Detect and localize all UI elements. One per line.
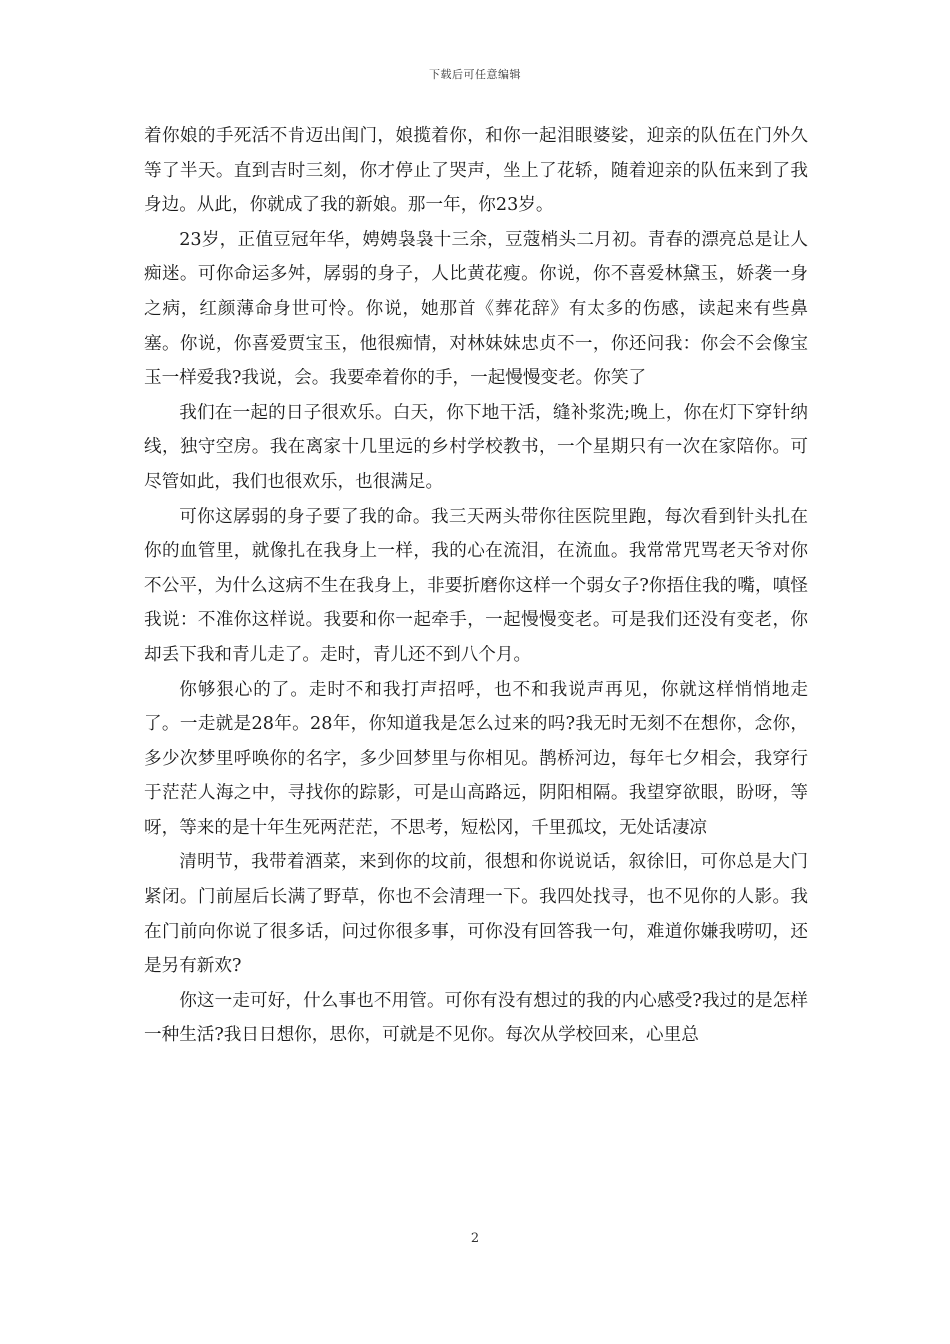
- paragraph: 我们在一起的日子很欢乐。白天，你下地干活，缝补浆洗;晚上，你在灯下穿针纳线，独守空房。我在离家十几里远的乡村学校教书，一个星期只有一次在家陪你。可尽管如此，我们也很欢乐，也很满足。: [144, 402, 808, 492]
- paragraph: 你这一走可好，什么事也不用管。可你有没有想过的我的内心感受?我过的是怎样一种生活?我日日想你，思你，可就是不见你。每次从学校回来，心里总: [144, 990, 808, 1046]
- page-number: 2: [470, 1231, 480, 1246]
- page-header: 下载后可任意编辑: [429, 68, 521, 81]
- paragraph: 你够狠心的了。走时不和我打声招呼，也不和我说声再见，你就这样悄悄地走了。一走就是28年。28年，你知道我是怎么过来的吗?我无时无刻不在想你，念你，多少次梦里呼唤你的名字，多少回梦里与你相见。鹊桥河边，每年七夕相会，我穿行于茫茫人海之中，寻找你的踪影，可是山高路远，阴阳相隔。我望穿欲眼，盼呀，等呀，等来的是十年生死两茫茫，不思考，短松冈，千里孤坟，无处话凄凉: [144, 679, 808, 838]
- paragraph: 23岁，正值豆冠年华，娉娉袅袅十三余，豆蔻梢头二月初。青春的漂亮总是让人痴迷。可你命运多舛，孱弱的身子，人比黄花瘦。你说，你不喜爱林黛玉，娇袭一身之病，红颜薄命身世可怜。你说，她那首《葬花辞》有太多的伤感，读起来有些鼻塞。你说，你喜爱贾宝玉，他很痴情，对林妹妹忠贞不一，你还问我：你会不会像宝玉一样爱我?我说，会。我要牵着你的手，一起慢慢变老。你笑了: [144, 229, 808, 389]
- paragraph: 清明节，我带着酒菜，来到你的坟前，很想和你说说话，叙徐旧，可你总是大门紧闭。门前屋后长满了野草，你也不会清理一下。我四处找寻，也不见你的人影。我在门前向你说了很多话，问过你很多事，可你没有回答我一句，难道你嫌我唠叨，还是另有新欢?: [144, 852, 808, 977]
- paragraph-continued: 着你娘的手死活不肯迈出闺门，娘揽着你，和你一起泪眼婆娑，迎亲的队伍在门外久等了半天。直到吉时三刻，你才停止了哭声，坐上了花轿，随着迎亲的队伍来到了我身边。从此，你就成了我的新娘。那一年，你23岁。: [144, 126, 808, 216]
- paragraph: 可你这孱弱的身子要了我的命。我三天两头带你往医院里跑，每次看到针头扎在你的血管里，就像扎在我身上一样，我的心在流泪，在流血。我常常咒骂老天爷对你不公平，为什么这病不生在我身上，非要折磨你这样一个弱女子?你捂住我的嘴，嗔怪我说：不准你这样说。我要和你一起牵手，一起慢慢变老。可是我们还没有变老，你却丢下我和青儿走了。走时，青儿还不到八个月。: [144, 506, 808, 665]
- document-body: [144, 119, 808, 1053]
